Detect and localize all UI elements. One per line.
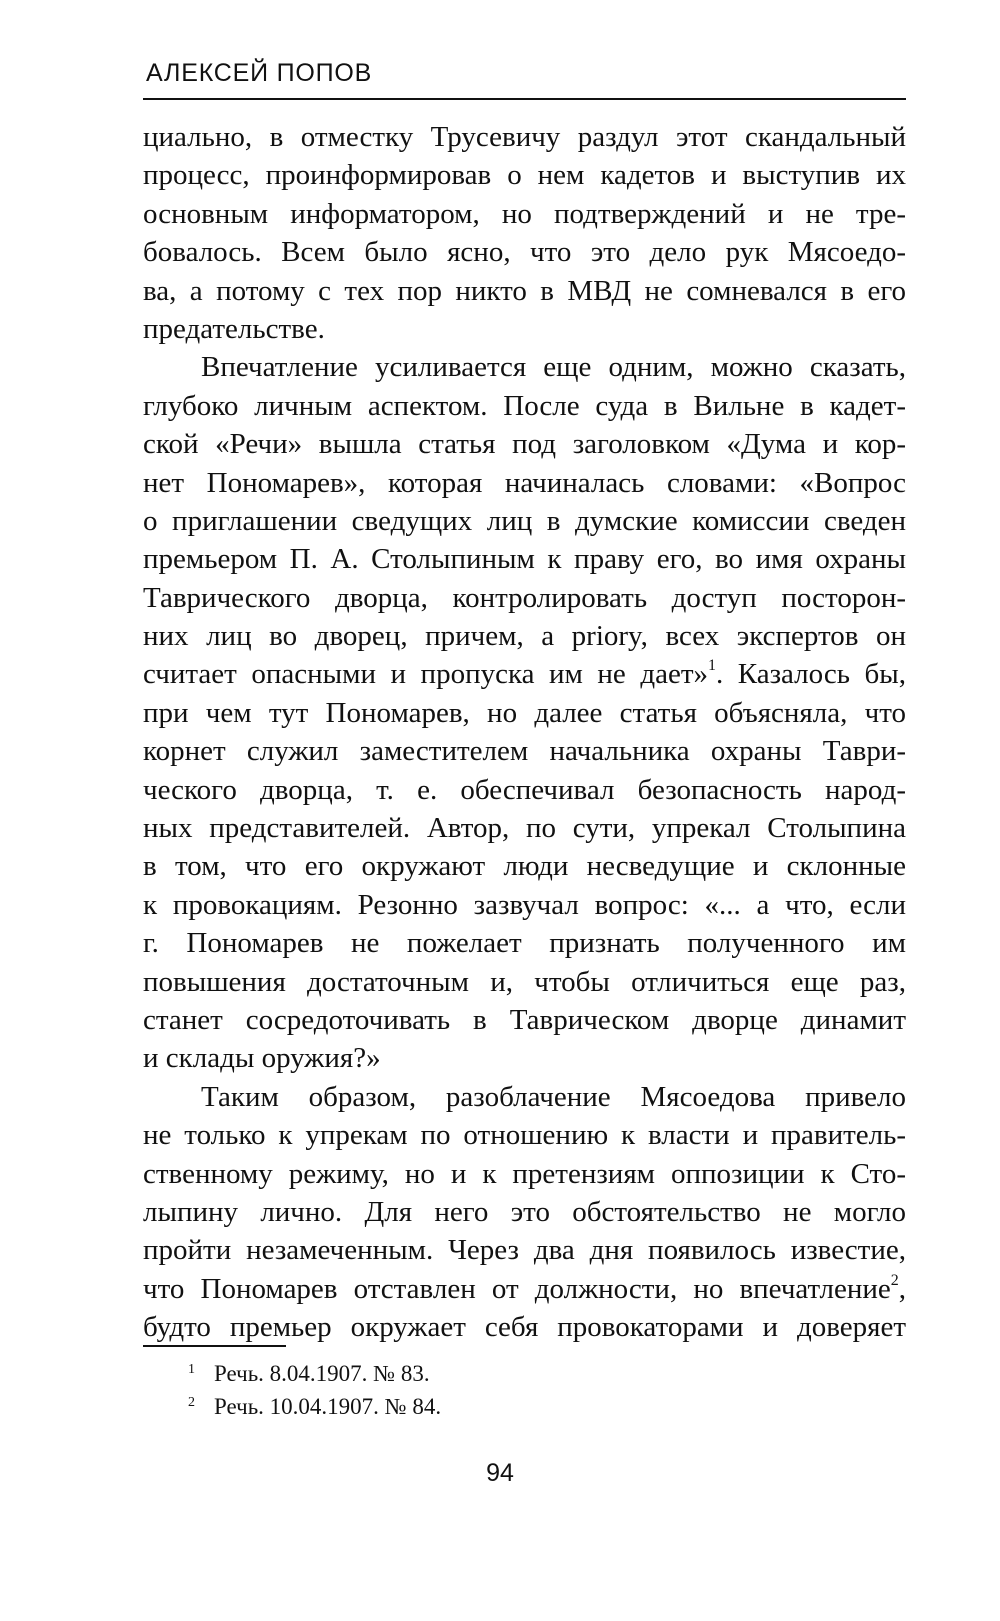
footnote-ref-2[interactable]: 2 (890, 1271, 899, 1289)
text-line: г. Пономарев не пожелает признать полученного им (143, 927, 906, 960)
footnote-text: Речь. 10.04.1907. № 84. (214, 1394, 442, 1419)
text-line: пройти незамеченным. Через два дня появилось известие, (143, 1234, 906, 1267)
text-line: Впечатление усиливается еще одним, можно сказать, (201, 351, 906, 384)
text-line: Таврического дворца, контролировать доступ посторон- (143, 581, 906, 614)
text-line: основным информатором, но подтверждений и не тре- (143, 197, 906, 230)
text-line: нет Пономарев», которая начиналась словами: «Вопрос (143, 466, 906, 499)
text-line: ственному режиму, но и к претензиям оппозиции к Сто- (143, 1157, 906, 1190)
text-line: них лиц во дворец, причем, а priory, всех экспертов он (143, 620, 906, 653)
header-rule (143, 98, 906, 100)
text-line: премьером П. А. Столыпиным к праву его, во имя охраны (143, 543, 906, 576)
text-segment: . Казалось бы, (716, 658, 906, 691)
text-line: лыпину лично. Для него это обстоятельство не могло (143, 1195, 906, 1228)
text-line: бовалось. Всем было ясно, что это дело рук Мясоедо- (143, 236, 906, 269)
text-line (143, 655, 906, 693)
text-segment: что Пономарев отставлен от должности, но впечатление (143, 1272, 891, 1305)
footnote-text: Речь. 8.04.1907. № 83. (214, 1361, 430, 1386)
text-line: к провокациям. Резонно зазвучал вопрос: «... а что, если (143, 888, 906, 921)
text-line: не только к упрекам по отношению к власти и правитель- (143, 1119, 906, 1152)
footnote-2: 2 Речь. 10.04.1907. № 84. (188, 1394, 442, 1419)
text-line: будто премьер окружает себя провокаторами и доверяет (143, 1311, 906, 1344)
text-line: ва, а потому с тех пор никто в МВД не сомневался в его (143, 274, 906, 307)
text-line (143, 1270, 906, 1308)
page-number: 94 (486, 1459, 514, 1487)
footnotes (188, 1357, 441, 1423)
text-line: в том, что его окружают люди несведущие и склонные (143, 850, 906, 883)
text-line: циально, в отместку Трусевичу раздул этот скандальный (143, 121, 906, 153)
body-text (143, 118, 906, 1347)
footnote-separator (143, 1345, 286, 1347)
text-line: ных представителей. Автор, по сути, упрекал Столыпина (143, 812, 906, 845)
running-title: АЛЕКСЕЙ ПОПОВ (146, 59, 373, 87)
text-line: глубоко личным аспектом. После суда в Вильне в кадет- (143, 389, 906, 422)
text-segment: считает опасными и пропуска им не дает» (143, 658, 708, 691)
footnote-ref-1[interactable]: 1 (708, 657, 716, 675)
text-line: станет сосредоточивать в Таврическом дворце динамит (143, 1003, 906, 1036)
text-line: ческого дворца, т. е. обеспечивал безопасность народ- (143, 773, 906, 806)
text-line: повышения достаточным и, чтобы отличиться еще раз, (143, 965, 906, 998)
text-line: Таким образом, разоблачение Мясоедова привело (201, 1080, 906, 1113)
text-line: и склады оружия?» (143, 1042, 381, 1075)
text-line: процесс, проинформировав о нем кадетов и выступив их (143, 159, 906, 192)
text-line: при чем тут Пономарев, но далее статья объясняла, что (143, 696, 906, 729)
text-line: ской «Речи» вышла статья под заголовком «Дума и кор- (143, 428, 906, 461)
text-line: предательстве. (143, 312, 325, 345)
footnote-1: 1 Речь. 8.04.1907. № 83. (188, 1361, 430, 1386)
text-line: корнет служил заместителем начальника охраны Таври- (143, 735, 906, 768)
text-line: о приглашении сведущих лиц в думские комиссии сведен (143, 504, 906, 537)
text-segment: , (898, 1272, 906, 1305)
